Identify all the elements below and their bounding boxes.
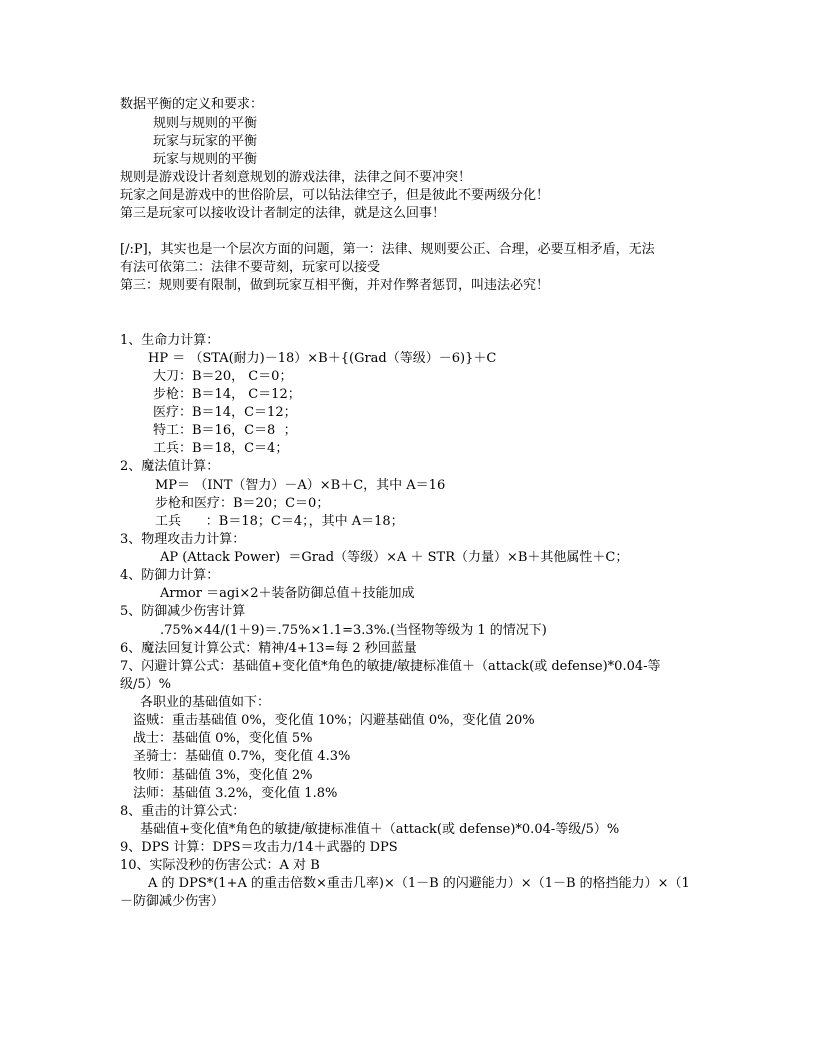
doc-line: 规则是游戏设计者刻意规划的游戏法律，法律之间不要冲突！ [120, 170, 472, 185]
doc-line: 圣骑士：基础值 0.7%，变化值 4.3% [133, 749, 351, 764]
doc-line: 第三：规则要有限制，做到玩家互相平衡，并对作弊者惩罚，叫违法必究！ [120, 278, 550, 293]
doc-line: 5、防御减少伤害计算 [120, 604, 246, 619]
doc-line: 第三是玩家可以接收设计者制定的法律，就是这么回事！ [120, 206, 446, 221]
doc-line: 2、魔法值计算： [120, 459, 220, 474]
doc-line: 3、物理攻击力计算： [120, 532, 246, 547]
doc-line: 大刀：B＝20， C＝0； [153, 369, 293, 384]
doc-line: 玩家与玩家的平衡 [153, 134, 258, 149]
doc-line: A 的 DPS*(1+A 的重击倍数×重击几率)×（1－B 的闪避能力）×（1－B 的格挡能力）×（1 [148, 876, 690, 891]
doc-line: 9、DPS 计算：DPS＝攻击力/14＋武器的 DPS [120, 840, 398, 855]
doc-line: 工兵 ：B＝18；C＝4；，其中 A＝18； [155, 514, 404, 529]
doc-line: 数据平衡的定义和要求： [120, 97, 264, 112]
doc-line: Armor ＝agi×2＋装备防御总值＋技能加成 [160, 586, 415, 601]
doc-line: AP (Attack Power) ＝Grad（等级）×A ＋ STR（力量）×B＋其他属性＋C； [160, 550, 629, 565]
doc-line: 有法可依第二：法律不要苛刻，玩家可以接受 [120, 260, 381, 275]
doc-line: 7、闪避计算公式：基础值+变化值*角色的敏捷/敏捷标准值＋（attack(或 defense)*0.04-等 [120, 659, 661, 674]
doc-line: 8、重击的计算公式： [120, 804, 246, 819]
doc-line: 级/5）% [120, 677, 172, 692]
doc-line: －防御减少伤害） [120, 894, 225, 909]
doc-line: 各职业的基础值如下： [140, 695, 271, 710]
doc-line: 玩家与规则的平衡 [153, 152, 258, 167]
doc-line: 6、魔法回复计算公式：精神/4+13=每 2 秒回蓝量 [120, 641, 417, 656]
doc-line: 4、防御力计算： [120, 568, 220, 583]
doc-line: 法师：基础值 3.2%，变化值 1.8% [133, 786, 338, 801]
doc-line: MP＝ （INT（智力）－A）×B＋C，其中 A＝16 [155, 478, 446, 493]
doc-line: 盗贼：重击基础值 0%，变化值 10%；闪避基础值 0%，变化值 20% [133, 713, 535, 728]
doc-line: 玩家之间是游戏中的世俗阶层，可以钻法律空子，但是彼此不要两级分化！ [120, 188, 550, 203]
doc-line: 牧师：基础值 3%，变化值 2% [133, 768, 313, 783]
doc-line: 医疗：B＝14，C＝12； [153, 405, 297, 420]
doc-line: 基础值+变化值*角色的敏捷/敏捷标准值＋（attack(或 defense)*0.04-等级/5）% [140, 822, 620, 837]
doc-line: 步枪和医疗：B＝20；C＝0； [155, 496, 330, 511]
doc-line: HP ＝ （STA(耐力)－18）×B＋{(Grad（等级）－6)}＋C [148, 351, 497, 366]
doc-line: 战士：基础值 0%，变化值 5% [133, 731, 313, 746]
doc-line: .75%×44/(1＋9)＝.75%×1.1=3.3%.(当怪物等级为 1 的情况下) [160, 623, 547, 638]
doc-line: [/:P]，其实也是一个层次方面的问题，第一：法律、规则要公正、合理，必要互相矛盾，无法 [120, 242, 655, 257]
doc-line: 工兵：B＝18，C＝4； [153, 441, 289, 456]
doc-line: 步枪：B＝14， C＝12； [153, 387, 301, 402]
doc-line: 10、实际没秒的伤害公式：A 对 B [120, 858, 320, 873]
doc-line: 1、生命力计算： [120, 333, 220, 348]
doc-line: 特工：B＝16，C＝8 ； [153, 423, 297, 438]
doc-line: 规则与规则的平衡 [153, 116, 258, 131]
